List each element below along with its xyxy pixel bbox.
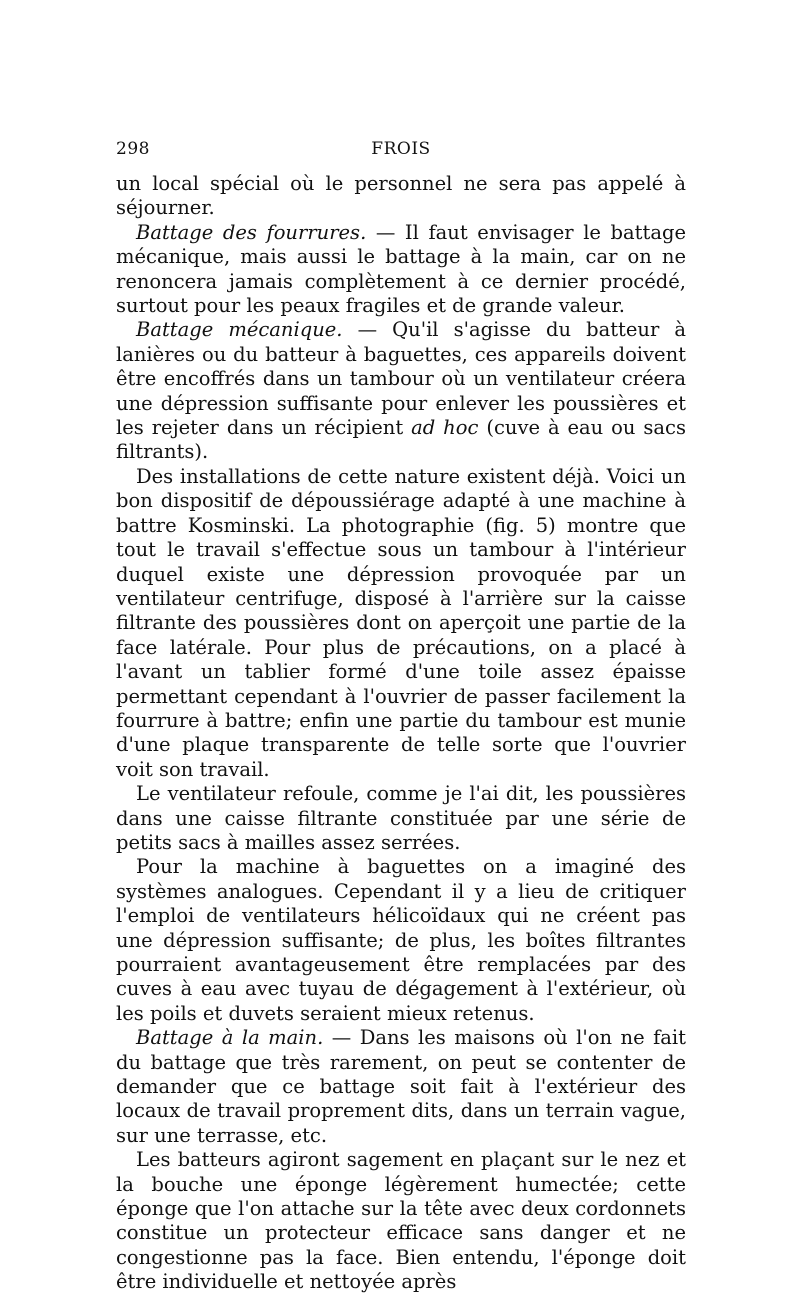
paragraph-text: Pour la machine à baguettes on a imaginé des systèmes analogues. Cependant il y a lieu de critiquer l'emploi de ventilateurs hélicoïdaux qui ne créent pas une dépression suffisante; de plus, les boîtes filtrantes pourraient avantageusement être remplacées par des cuves à eau avec tuyau de dégagement à l'extérieur, où les poils et duvets seraient mieux retenus. — [116, 855, 686, 1025]
paragraph — [116, 465, 686, 782]
paragraph — [116, 1148, 686, 1294]
paragraph-battage-a-la-main — [116, 1026, 686, 1148]
paragraph-text: — Il faut envisager le battage mécanique, mais aussi le battage à la main, car on ne renoncera jamais complètement à ce dernier procédé, surtout pour les peaux fragiles et de grande valeur. — [116, 220, 686, 318]
paragraph-text: Le ventilateur refoule, comme je l'ai dit, les poussières dans une caisse filtrante constituée par une série de petits sacs à mailles assez serrées. — [116, 782, 686, 854]
section-heading: Battage à la main. — [136, 1026, 324, 1050]
paragraph-text: — Dans les maisons où l'on ne fait du battage que très rarement, on peut se contenter de demander que ce battage soit fait à l'extérieur des locaux de travail proprement dits, dans un terrain vague, sur une terrasse, etc. — [116, 1026, 686, 1147]
page-number: 298 — [116, 139, 150, 159]
paragraph — [116, 172, 686, 221]
paragraph — [116, 782, 686, 855]
section-heading: Battage des fourrures. — [136, 220, 367, 244]
paragraph-text: Les batteurs agiront sagement en plaçant sur le nez et la bouche une éponge légèrement humectée; cette éponge que l'on attache sur la tête avec deux cordonnets constitue un protecteur efficace sans danger et ne congestionne pas la face. Bien entendu, l'éponge doit être individuelle et nettoyée après — [116, 1148, 686, 1294]
body-text — [116, 172, 686, 1295]
paragraph-text: — Qu'il s'agisse du batteur à lanières ou du batteur à baguettes, ces appareils doivent être encoffrés dans un tambour où un ventilateur créera une dépression suffisante pour enlever les poussières et les rejeter dans un récipient — [116, 318, 686, 440]
paragraph-battage-des-fourrures — [116, 221, 686, 319]
paragraph-battage-mecanique — [116, 318, 686, 464]
paragraph-text: (cuve à eau ou sacs filtrants). — [116, 416, 686, 464]
section-heading: Battage mécanique. — [136, 318, 343, 342]
paragraph-text: Des installations de cette nature existent déjà. Voici un bon dispositif de dépoussiérage adapté à une machine à battre Kosminski. La photographie (fig. 5) montre que tout le travail s'effectue sous un tambour à l'intérieur duquel existe une dépression provoquée par un ventilateur centrifuge, disposé à l'arrière sur la caisse filtrante des poussières dont on aperçoit une partie de la face latérale. Pour plus de précautions, on a placé à l'avant un tablier formé d'une toile assez épaisse permettant cependant à l'ouvrier de passer facilement la fourrure à battre; enfin une partie du tambour est munie d'une plaque transparente de telle sorte que l'ouvrier voit son travail. — [116, 464, 686, 781]
paragraph — [116, 855, 686, 1026]
running-title: FROIS — [371, 139, 431, 159]
paragraph-text: un local spécial où le personnel ne sera pas appelé à séjourner. — [116, 172, 686, 220]
italic-term: ad hoc — [411, 416, 479, 440]
page-header — [116, 139, 686, 165]
